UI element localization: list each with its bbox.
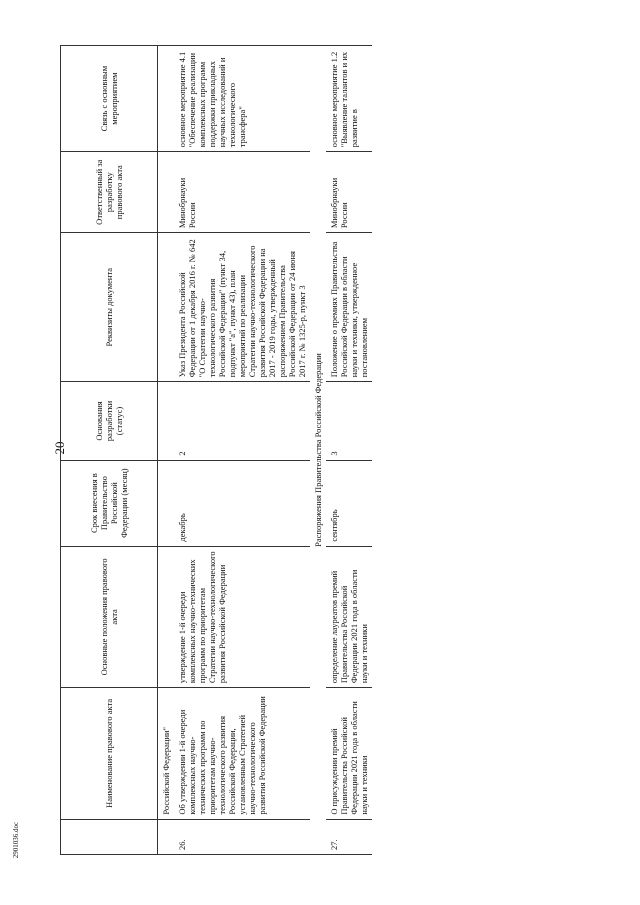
act-link: основное мероприятие 4.1 "Обеспечение реализации комплексных программ поддержки прикладных научных исследований и технологического трансфера"	[174, 46, 310, 152]
table-row	[326, 46, 372, 855]
header-responsible: Ответственный за разработку правового акта	[61, 152, 158, 233]
header-term: Срок внесения в Правительство Российской Федерации (месяц)	[61, 460, 158, 546]
act-term: декабрь	[174, 460, 310, 546]
act-responsible: Минобрнауки России	[326, 152, 372, 233]
continuation-text: Российской Федерации"	[158, 688, 175, 819]
header-basis: Основания разработки (статус)	[61, 382, 158, 460]
footer-filename: 2901036.doc	[12, 821, 20, 859]
row-number: 27.	[326, 819, 372, 854]
section-title: Распоряжения Правительства Российской Федерации	[310, 46, 326, 855]
section-row	[310, 46, 326, 855]
act-name: Об утверждении 1-й очереди комплексных научно-технических программ по приоритетам научно-технологического развития Российской Федерации, установленным Стратегией научно-технологического развития Российской Федерации	[174, 688, 310, 819]
document-table-rotated	[60, 45, 620, 855]
act-requisites: Указ Президента Российской Федерации от 1 декабря 2016 г. № 642 "О Стратегии научно-технологического развития Российской Федерации" (пункт 34, подпункт "а", пункт 43), план мероприятий по реализации Стратегии научно-технологического развития Российской Федерации на 2017 - 2019 годы, утвержденный распоряжением Правительства Российской Федерации от 24 июня 2017 г. № 1325-р, пункт 3	[174, 233, 310, 382]
header-provisions: Основные положения правового акта	[61, 546, 158, 688]
act-basis: 3	[326, 382, 372, 460]
header-num	[61, 819, 158, 854]
act-provisions: определение лауреатов премий Правительства Российской Федерации 2021 года в области науки и техники	[326, 546, 372, 688]
header-link: Связь с основным мероприятием	[61, 46, 158, 152]
row-number: 26.	[174, 819, 310, 854]
act-name: О присуждении премий Правительства Российской Федерации 2021 года в области науки и техники	[326, 688, 372, 819]
act-link: основное мероприятие 1.2 "Выявление талантов и их развитие в	[326, 46, 372, 152]
header-requisites: Реквизиты документа	[61, 233, 158, 382]
act-provisions: утверждение 1-й очереди комплексных научно-технических программ по приоритетам Стратегии научно-технологического развития Российской Федерации	[174, 546, 310, 688]
table-header-row	[61, 46, 158, 855]
act-requisites: Положение о премиях Правительства Российской Федерации в области науки и техники, утвержденное постановлением	[326, 233, 372, 382]
continuation-row	[158, 46, 175, 855]
act-basis: 2	[174, 382, 310, 460]
legal-acts-table	[60, 45, 372, 855]
act-term: сентябрь	[326, 460, 372, 546]
act-responsible: Минобрнауки России	[174, 152, 310, 233]
header-name: Наименование правового акта	[61, 688, 158, 819]
table-row	[174, 46, 310, 855]
page-number: 20	[52, 441, 67, 455]
